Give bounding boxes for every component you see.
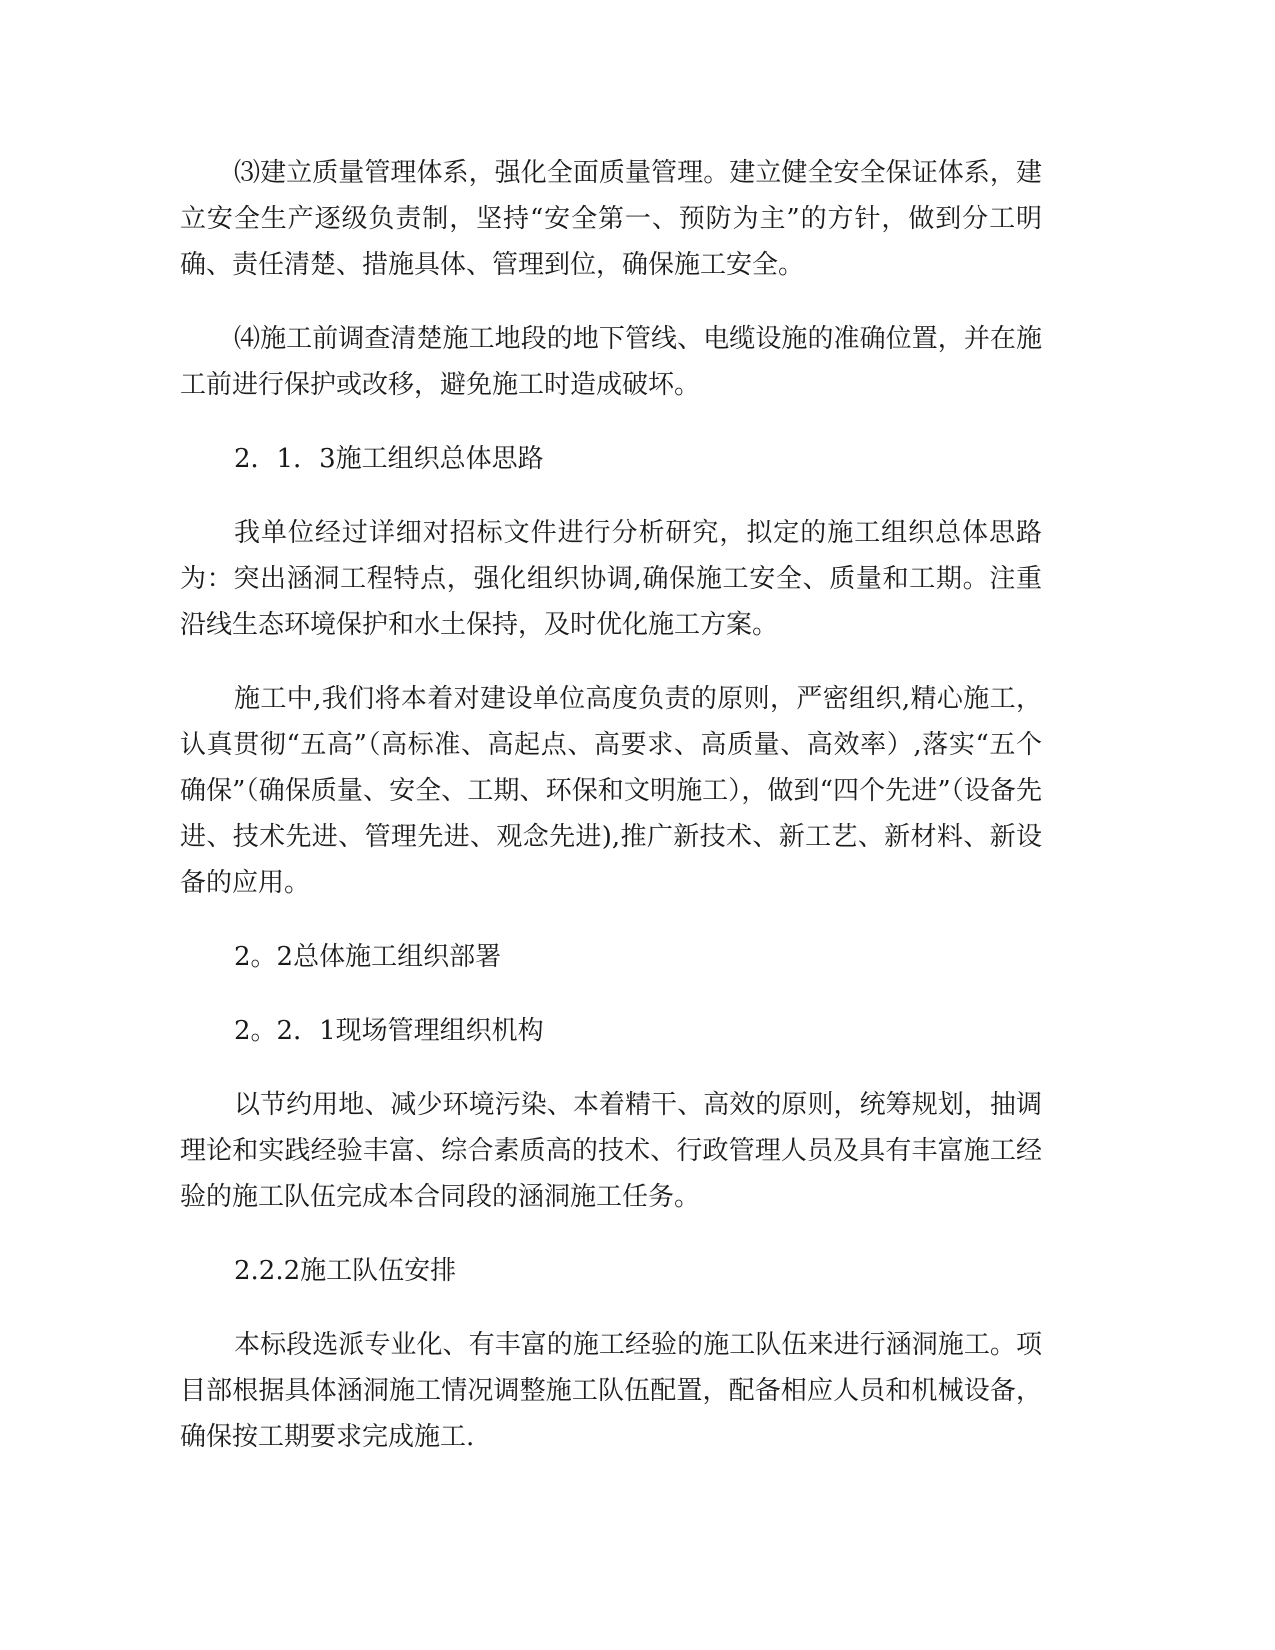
document-body <box>180 150 1042 1488</box>
heading-2-2: 2。2总体施工组织部署 <box>234 942 502 972</box>
paragraph-underground-pipelines: ⑷施工前调查清楚施工地段的地下管线、电缆设施的准确位置，并在施工前进行保护或改移，避免施工时造成破坏。 <box>180 324 1042 400</box>
paragraph-principles: 施工中,我们将本着对建设单位高度负责的原则，严密组织,精心施工，认真贯彻“五高”（高标准、高起点、高要求、高质量、高效率）,落实“五个确保”（确保质量、安全、工期、环保和文明施工），做到“四个先进”（设备先进、技术先进、管理先进、观念先进),推广新技术、新工艺、新材料、新设备的应用。 <box>180 684 1042 898</box>
heading-2-2-2: 2.2.2施工队伍安排 <box>234 1256 457 1286</box>
paragraph-site-management: 以节约用地、减少环境污染、本着精干、高效的原则，统筹规划，抽调理论和实践经验丰富、综合素质高的技术、行政管理人员及具有丰富施工经验的施工队伍完成本合同段的涵洞施工任务。 <box>180 1090 1042 1212</box>
paragraph-overall-approach: 我单位经过详细对招标文件进行分析研究，拟定的施工组织总体思路为：突出涵洞工程特点，强化组织协调,确保施工安全、质量和工期。注重沿线生态环境保护和水土保持，及时优化施工方案。 <box>180 518 1042 640</box>
paragraph-team-arrangement: 本标段选派专业化、有丰富的施工经验的施工队伍来进行涵洞施工。项目部根据具体涵洞施工情况调整施工队伍配置，配备相应人员和机械设备，确保按工期要求完成施工. <box>180 1330 1042 1452</box>
heading-2-1-3: 2．1．3施工组织总体思路 <box>234 444 544 474</box>
paragraph-quality-safety: ⑶建立质量管理体系，强化全面质量管理。建立健全安全保证体系，建立安全生产逐级负责制，坚持“安全第一、预防为主”的方针，做到分工明确、责任清楚、措施具体、管理到位，确保施工安全。 <box>180 158 1042 280</box>
heading-2-2-1: 2。2．1现场管理组织机构 <box>234 1016 544 1046</box>
